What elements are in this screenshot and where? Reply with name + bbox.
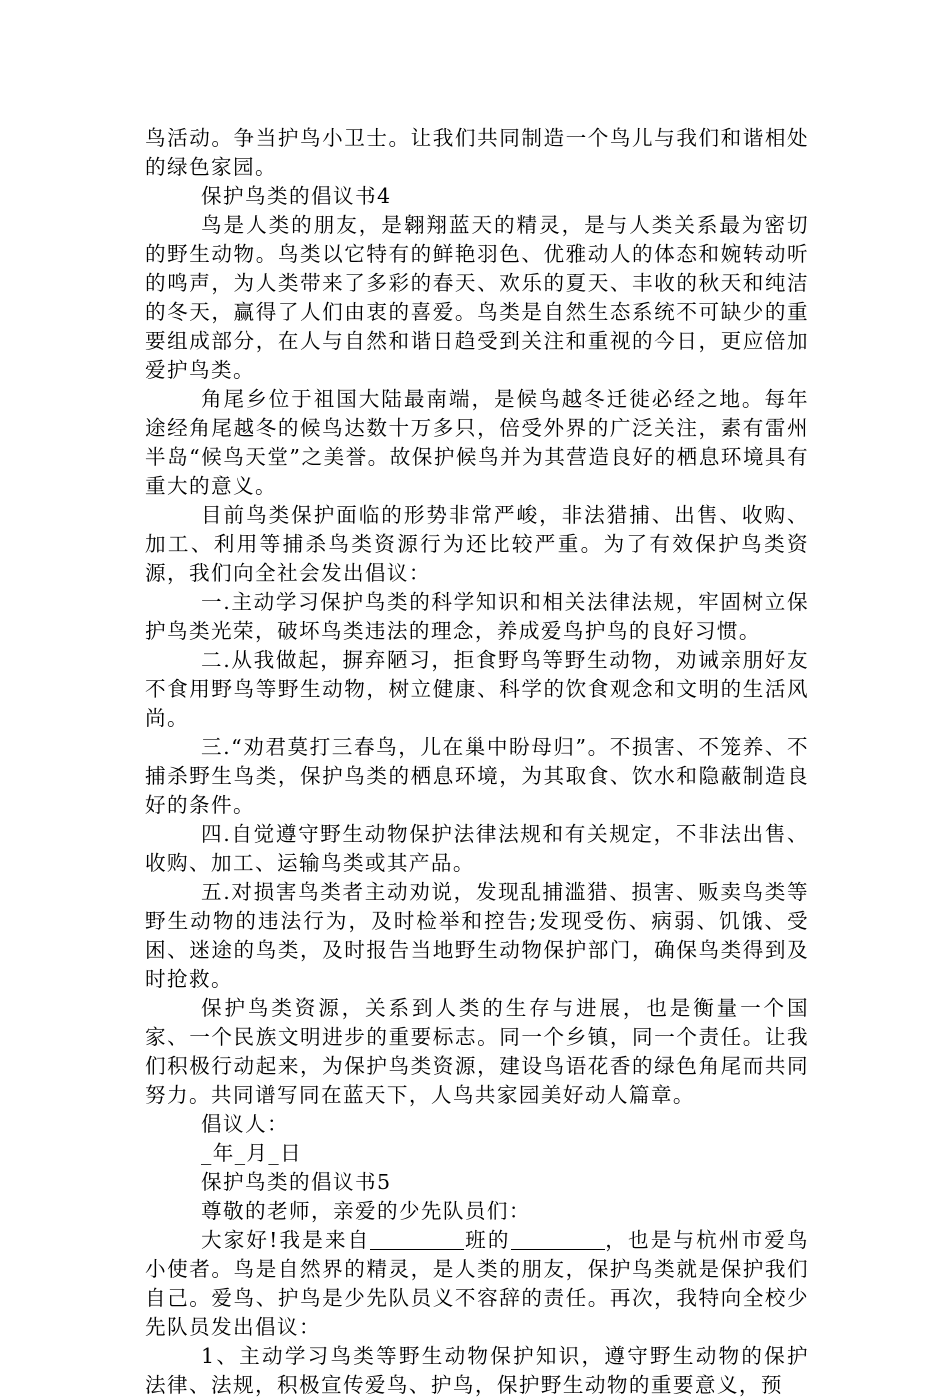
paragraph-conclusion: 保护鸟类资源，关系到人类的生存与进展，也是衡量一个国家、一个民族文明进步的重要标志。同一个乡镇，同一个责任。让我们积极行动起来，为保护鸟类资源，建设鸟语花香的绿色角尾而共同努力。共同谱写同在蓝天下，人鸟共家园美好动人篇章。 bbox=[145, 996, 809, 1107]
greeting-part-2: 班的 bbox=[464, 1228, 511, 1252]
date-line: _年_月_日 bbox=[201, 1141, 303, 1165]
proposal-item-1: 一.主动学习保护鸟类的科学知识和相关法律法规，牢固树立保护鸟类光荣，破坏鸟类违法的理念，养成爱鸟护鸟的良好习惯。 bbox=[145, 590, 809, 643]
paragraph-location: 角尾乡位于祖国大陆最南端，是候鸟越冬迁徙必经之地。每年途经角尾越冬的候鸟达数十万多只，倍受外界的广泛关注，素有雷州半岛“候鸟天堂”之美誉。故保护候鸟并为其营造良好的栖息环境具有重大的意义。 bbox=[145, 387, 809, 498]
proposal-item-5: 五.对损害鸟类者主动劝说，发现乱捕滥猎、损害、贩卖鸟类等野生动物的违法行为，及时检举和控告;发现受伤、病弱、饥饿、受困、迷途的鸟类，及时报告当地野生动物保护部门，确保鸟类得到及时抢救。 bbox=[145, 880, 809, 991]
proposal-item-2: 二.从我做起，摒弃陋习，拒食野鸟等野生动物，劝诫亲朋好友不食用野鸟等野生动物，树立健康、科学的饮食观念和文明的生活风尚。 bbox=[145, 648, 809, 730]
class-blank-1 bbox=[370, 1229, 464, 1250]
greeting-paragraph bbox=[145, 1226, 809, 1342]
paragraph-situation: 目前鸟类保护面临的形势非常严峻，非法猎捕、出售、收购、加工、利用等捕杀鸟类资源行为还比较严重。为了有效保护鸟类资源，我们向全社会发出倡议： bbox=[145, 503, 809, 585]
proposal-item-first: 1、主动学习鸟类等野生动物保护知识，遵守野生动物的保护法律、法规，积极宣传爱鸟、护鸟，保护野生动物的重要意义，预 bbox=[145, 1344, 809, 1397]
paragraph-continuation: 鸟活动。争当护鸟小卫士。让我们共同制造一个鸟儿与我们和谐相处的绿色家园。 bbox=[145, 126, 809, 179]
class-blank-2 bbox=[511, 1229, 605, 1250]
section-title-4: 保护鸟类的倡议书4 bbox=[201, 184, 392, 208]
document-page bbox=[145, 124, 809, 1400]
paragraph-intro: 鸟是人类的朋友，是翱翔蓝天的精灵，是与人类关系最为密切的野生动物。鸟类以它特有的鲜艳羽色、优雅动人的体态和婉转动听的鸣声，为人类带来了多彩的春天、欢乐的夏天、丰收的秋天和纯洁的冬天，赢得了人们由衷的喜爱。鸟类是自然生态系统不可缺少的重要组成部分，在人与自然和谐日趋受到关注和重视的今日，更应倍加爱护鸟类。 bbox=[145, 213, 809, 382]
salutation: 尊敬的老师，亲爱的少先队员们： bbox=[201, 1199, 531, 1223]
signature-label: 倡议人： bbox=[201, 1112, 289, 1136]
greeting-part-1: 大家好!我是来自 bbox=[201, 1228, 371, 1252]
proposal-item-4: 四.自觉遵守野生动物保护法律法规和有关规定，不非法出售、收购、加工、运输鸟类或其产品。 bbox=[145, 822, 809, 875]
section-title-5: 保护鸟类的倡议书5 bbox=[201, 1170, 392, 1194]
proposal-item-3: 三.“劝君莫打三春鸟，儿在巢中盼母归”。不损害、不笼养、不捕杀野生鸟类，保护鸟类的栖息环境，为其取食、饮水和隐蔽制造良好的条件。 bbox=[145, 735, 809, 817]
greeting-part-3: ，也是与杭州市爱鸟小使者。鸟是自然界的精灵，是人类的朋友，保护鸟类就是保护我们自己。爱鸟、护鸟是少先队员义不容辞的责任。再次，我特向全校少先队员发出倡议： bbox=[145, 1228, 809, 1339]
